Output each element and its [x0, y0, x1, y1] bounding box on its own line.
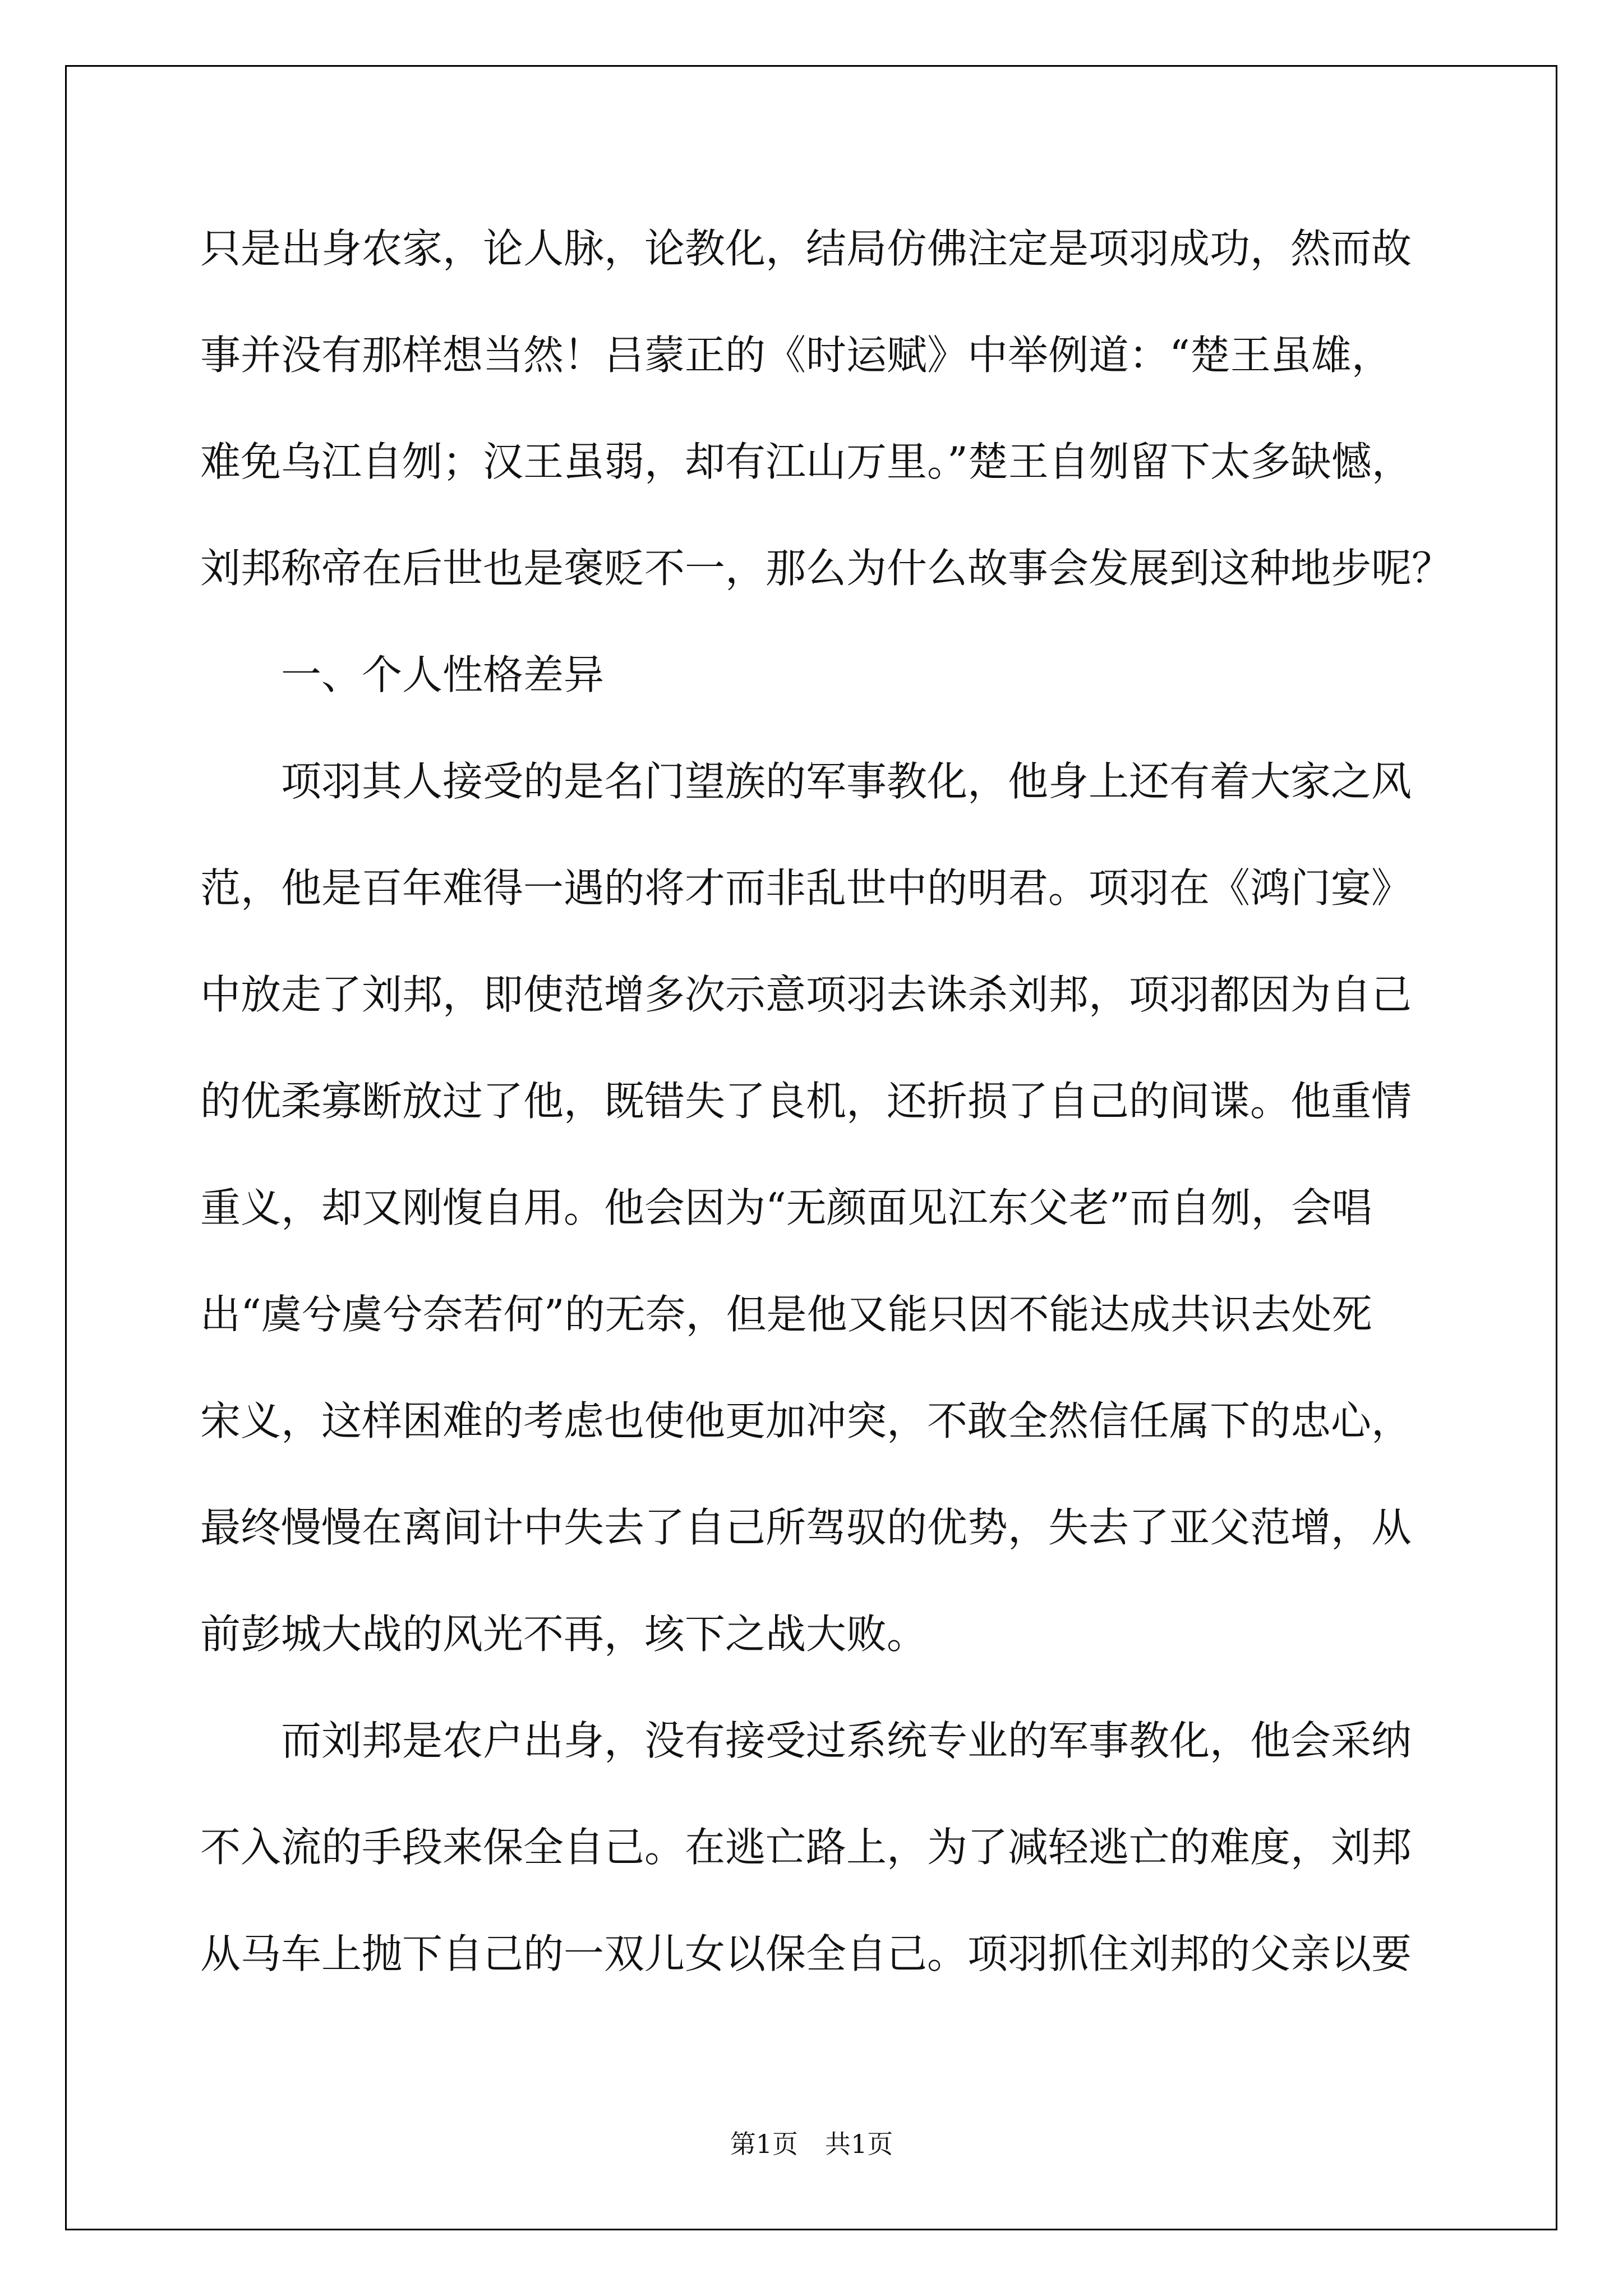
text-line: 重义，却又刚愎自用。他会因为“无颜面见江东父老”而自刎，会唱: [200, 1184, 1372, 1231]
text-line: 刘邦称帝在后世也是褒贬不一，那么为什么故事会发展到这种地步呢？: [200, 545, 1453, 592]
text-line: 宋义，这样困难的考虑也使他更加冲突，不敢全然信任属下的忠心，: [200, 1397, 1412, 1444]
paragraph: [200, 728, 1535, 1687]
text-line: 事并没有那样想当然！吕蒙正的《时运赋》中举例道：“楚王虽雄，: [200, 332, 1392, 379]
page-total: 共1页: [825, 2129, 893, 2159]
text-line: 中放走了刘邦，即使范增多次示意项羽去诛杀刘邦，项羽都因为自己: [200, 971, 1412, 1018]
text-line: 项羽其人接受的是名门望族的军事教化，他身上还有着大家之风: [281, 758, 1412, 805]
text-line: 前彭城大战的风光不再，垓下之战大败。: [200, 1611, 928, 1658]
page-number: 第1页: [730, 2129, 798, 2159]
text-line: 不入流的手段来保全自己。在逃亡路上，为了减轻逃亡的难度，刘邦: [200, 1824, 1412, 1871]
paragraph: [200, 1687, 1535, 2007]
document-body: [200, 195, 1535, 2007]
text-line: 最终慢慢在离间计中失去了自己所驾驭的优势，失去了亚父范增，从: [200, 1504, 1412, 1551]
text-line: 而刘邦是农户出身，没有接受过系统专业的军事教化，他会采纳: [281, 1717, 1412, 1764]
text-line: 出“虞兮虞兮奈若何”的无奈，但是他又能只因不能达成共识去处死: [200, 1291, 1372, 1338]
text-line: 范，他是百年难得一遇的将才而非乱世中的明君。项羽在《鸿门宴》: [200, 864, 1412, 912]
text-line: 只是出身农家，论人脉，论教化，结局仿佛注定是项羽成功，然而故: [200, 225, 1412, 272]
text-line: 的优柔寡断放过了他，既错失了良机，还折损了自己的间谍。他重情: [200, 1078, 1412, 1125]
page-footer: [0, 2128, 1623, 2160]
text-line: 难免乌江自刎；汉王虽弱，却有江山万里。”楚王自刎留下太多缺憾，: [200, 438, 1412, 485]
paragraph: [200, 195, 1535, 622]
text-line: 从马车上抛下自己的一双儿女以保全自己。项羽抓住刘邦的父亲以要: [200, 1930, 1412, 1977]
section-heading: 一、个人性格差异: [281, 651, 605, 698]
section-heading-paragraph: [200, 622, 1535, 728]
